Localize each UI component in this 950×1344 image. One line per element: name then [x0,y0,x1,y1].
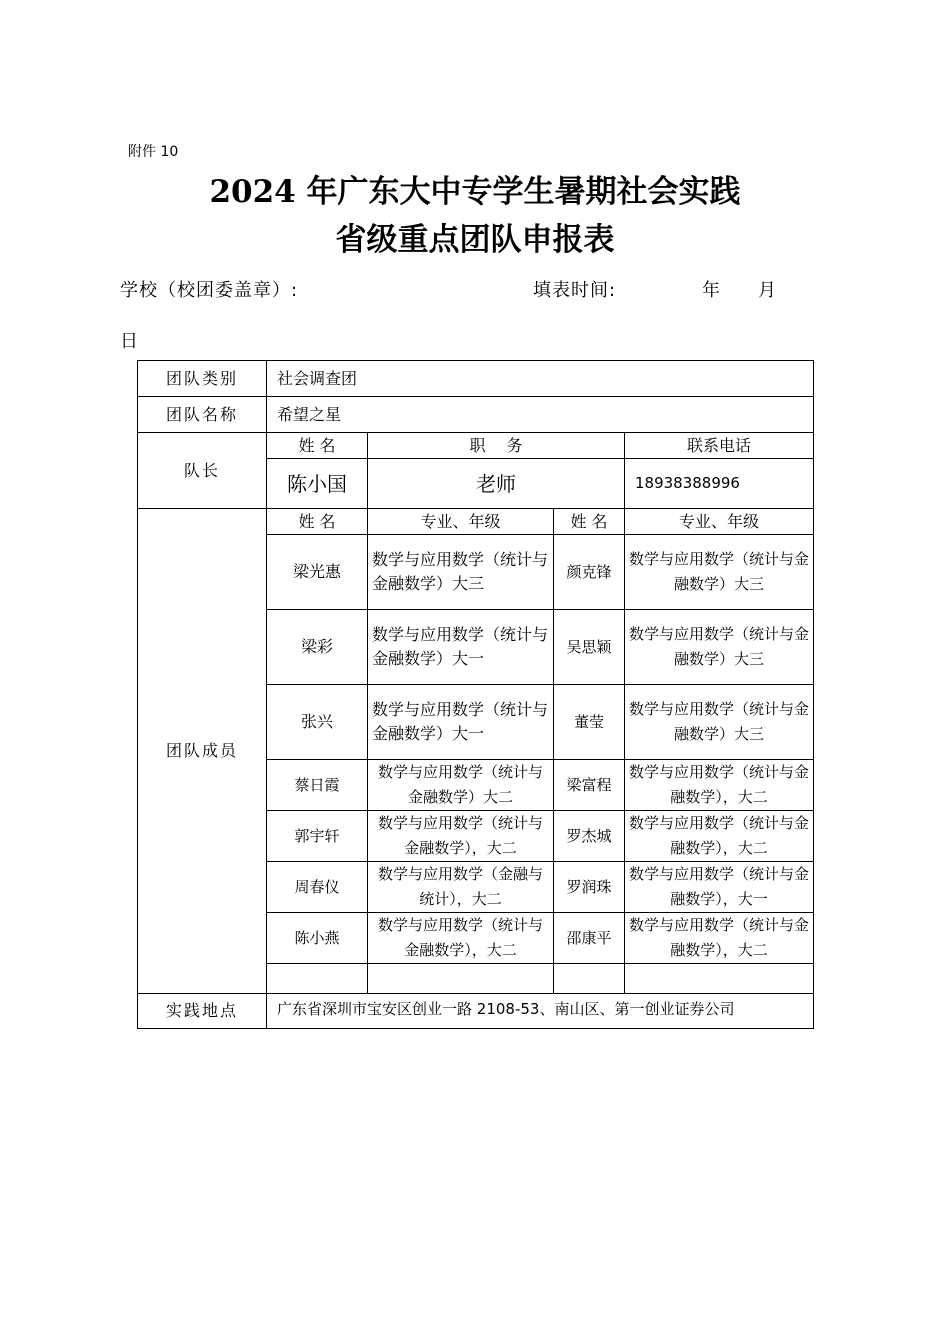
member-major: 数学与应用数学（统计与金融数学），大二 [625,760,814,811]
attachment-number: 附件 10 [128,144,179,160]
member-name: 罗杰城 [554,811,625,862]
member-name: 周春仪 [267,862,368,913]
empty-cell [625,964,814,994]
member-name-header-left: 姓 名 [267,509,368,535]
member-name: 陈小燕 [267,913,368,964]
member-major-header-right: 专业、年级 [625,509,814,535]
empty-cell [554,964,625,994]
month-label: 月 [758,280,777,301]
member-major: 数学与应用数学（统计与金融数学）大一 [368,610,554,685]
member-name: 颜克锋 [554,535,625,610]
member-major: 数学与应用数学（统计与金融数学），大二 [625,913,814,964]
page-subtitle: 省级重点团队申报表 [335,222,615,258]
member-major: 数学与应用数学（统计与金融数学）大三 [625,685,814,760]
member-header-row [138,509,814,535]
empty-cell [267,964,368,994]
member-name-header-right: 姓 名 [554,509,625,535]
leader-position: 老师 [368,459,625,509]
member-major: 数学与应用数学（统计与金融数学），大二 [625,811,814,862]
member-name: 董莹 [554,685,625,760]
member-name: 梁光惠 [267,535,368,610]
member-major: 数学与应用数学（统计与金融数学）大三 [625,610,814,685]
category-row [138,361,814,397]
member-major: 数学与应用数学（统计与金融数学）大三 [368,535,554,610]
member-name: 罗润珠 [554,862,625,913]
leader-name: 陈小国 [267,459,368,509]
member-major: 数学与应用数学（统计与金融数学）大一 [368,685,554,760]
team-name-row [138,397,814,433]
member-major: 数学与应用数学（统计与金融数学），大二 [368,913,554,964]
leader-position-header: 职 务 [368,433,625,459]
date-label: 填表时间: [533,280,617,301]
team-name-value: 希望之星 [267,397,814,433]
leader-name-header: 姓 名 [267,433,368,459]
day-label: 日 [120,331,139,352]
member-major: 数学与应用数学（统计与金融数学）大二 [368,760,554,811]
leader-phone-header: 联系电话 [625,433,814,459]
member-name: 梁彩 [267,610,368,685]
team-name-label: 团队名称 [138,397,267,433]
leader-label: 队长 [138,433,267,509]
member-major: 数学与应用数学（统计与金融数学）大三 [625,535,814,610]
empty-cell [368,964,554,994]
page-title: 2024 年广东大中专学生暑期社会实践 [209,174,741,210]
member-name: 梁富程 [554,760,625,811]
location-row [138,994,814,1029]
application-form-table [137,360,814,1029]
member-name: 郭宇轩 [267,811,368,862]
member-major: 数学与应用数学（统计与金融数学），大二 [368,811,554,862]
member-name: 吴思颖 [554,610,625,685]
member-major: 数学与应用数学（金融与统计），大二 [368,862,554,913]
members-label: 团队成员 [138,509,267,994]
year-label: 年 [702,280,721,301]
category-value: 社会调查团 [267,361,814,397]
location-value: 广东省深圳市宝安区创业一路 2108-53、南山区、第一创业证券公司 [267,994,814,1029]
member-major: 数学与应用数学（统计与金融数学），大一 [625,862,814,913]
location-label: 实践地点 [138,994,267,1029]
member-name: 蔡日霞 [267,760,368,811]
school-label: 学校（校团委盖章）: [120,280,299,301]
leader-phone: 18938388996 [625,459,814,509]
leader-header-row [138,433,814,459]
category-label: 团队类别 [138,361,267,397]
member-name: 张兴 [267,685,368,760]
member-major-header-left: 专业、年级 [368,509,554,535]
member-name: 邵康平 [554,913,625,964]
